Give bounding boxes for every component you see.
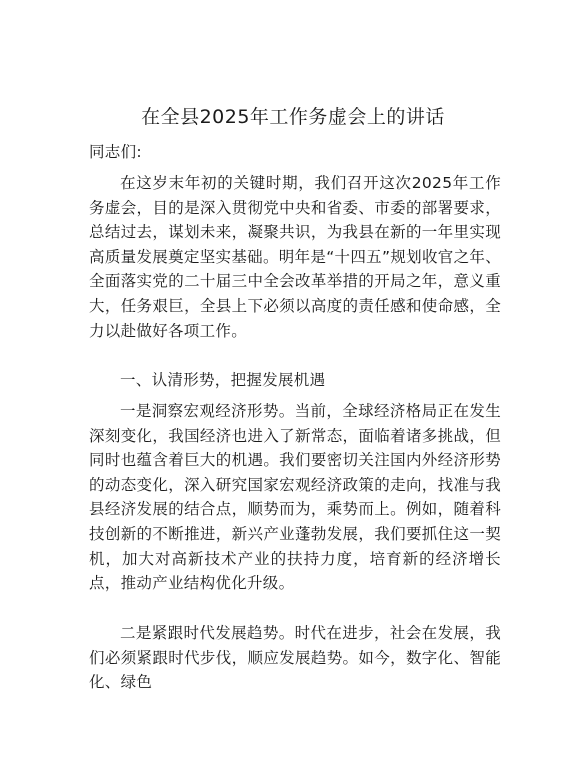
- paragraph-intro: 在这岁末年初的关键时期，我们召开这次2025年工作务虚会，目的是深入贯彻党中央和省委、市委的部署要求，总结过去，谋划未来，凝聚共识，为我县在新的一年里实现高质量发展奠定坚实基础。明年是“十四五”规划收官之年、全面落实党的二十届三中全会改革举措的开局之年，意义重大，任务艰巨，全县上下必须以高度的责任感和使命感，全力以赴做好各项工作。: [89, 174, 501, 340]
- section-heading-1: 一、认清形势，把握发展机遇: [120, 371, 326, 389]
- paragraph-point-2: 二是紧跟时代发展趋势。时代在进步，社会在发展，我们必须紧跟时代步伐，顺应发展趋势。如今，数字化、智能化、绿色: [89, 624, 501, 692]
- paragraph-point-1: 一是洞察宏观经济形势。当前，全球经济格局正在发生深刻变化，我国经济也进入了新常态，面临着诸多挑战，但同时也蕴含着巨大的机遇。我们要密切关注国内外经济形势的动态变化，深入研究国家宏观经济政策的走向，找准与我县经济发展的结合点，顺势而为，乘势而上。例如，随着科技创新的不断推进，新兴产业蓬勃发展，我们要抓住这一契机，加大对高新技术产业的扶持力度，培育新的经济增长点，推动产业结构优化升级。: [89, 402, 501, 593]
- greeting: 同志们:: [89, 143, 142, 161]
- document-title: 在全县2025年工作务虚会上的讲话: [141, 106, 445, 128]
